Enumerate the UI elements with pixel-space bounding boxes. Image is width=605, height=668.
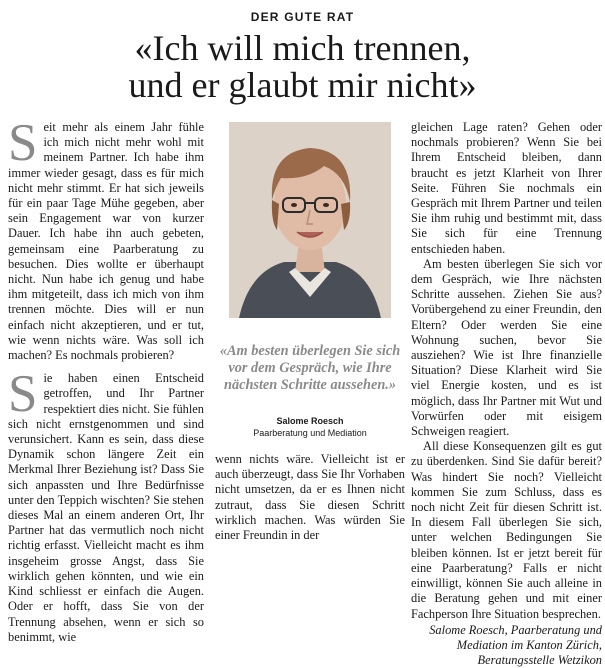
- signature-line-2: Mediation im Kanton Zürich,: [456, 637, 602, 652]
- column-2: [215, 452, 405, 543]
- signature-line-3: Beratungsstelle Wetzikon: [477, 653, 602, 668]
- reader-letter: [8, 114, 204, 363]
- answer-dropcap: S: [8, 365, 38, 424]
- pull-quote-author-role: Paarberatung und Mediation: [253, 428, 367, 438]
- answer-start: [8, 365, 204, 645]
- column-3: [411, 120, 602, 668]
- column-1: [8, 114, 204, 645]
- author-signature: [411, 623, 602, 668]
- headline: [0, 30, 605, 104]
- answer-text-col3-p1: gleichen Lage raten? Gehen oder nochmals probieren? Wenn Sie bei Ihrem Entscheid bleiben, dann braucht es jetzt Klarheit von Ihrer Seite. Führen Sie nochmals ein Gespräch mit Ihrem Partner und teilen Sie ihm ruhig und bestimmt mit, dass Sie sich für eine Trennung entschieden haben.: [411, 120, 602, 256]
- section-kicker: DER GUTE RAT: [250, 10, 355, 24]
- pull-quote: «Am besten überlegen Sie sich vor dem Gespräch, wie Ihre nächsten Schritte aussehen.»: [219, 343, 401, 393]
- letter-text: eit mehr als einem Jahr fühle ich mich nicht mehr wohl mit meinem Partner. Ich habe ihm immer wieder gesagt, dass es für mich nicht mehr stimmt. Er hat sich jeweils für ein paar Tage Mühe gegeben, aber sein Engagement war von kurzer Dauer. Ich habe ihn auch gebeten, gemeinsam eine Paarberatung zu besuchen. Dies wollte er überhaupt nicht. Nun habe ich genug und habe ihm mitgeteilt, dass ich mich von ihm trennen möchte. Dies will er nun einfach nicht akzeptieren, und er tut, wie wenn nichts wäre. Was soll ich machen? Es nochmals probieren?: [8, 120, 204, 363]
- headline-line-2: und er glaubt mir nicht»: [128, 65, 477, 105]
- author-portrait: [229, 122, 391, 318]
- answer-text-col1: ie haben einen Entscheid getroffen, und Ihr Partner respektiert dies nicht. Sie fühlen sich nicht ernstgenommen und sind verunsichert. Kann es sein, dass diese Dynamik schon längere Zeit ein Merkmal Ihrer Beziehung ist? Dass Sie sich anpassten und Ihre Bedürfnisse unter den Teppich wischten? Sie stehen dieses Mal an einem anderen Ort, Ihr Partner hat das vermutlich noch nicht richtig erfasst. Vielleicht macht es ihm insgeheim grosse Angst, dass Sie wirklich gehen könnten, und wie ein Kind schliesst er einfach die Augen. Oder er hofft, dass Sie von der Trennung absehen, wenn er sich so benimmt, wie: [8, 371, 204, 644]
- answer-text-col3-p2: Am besten überlegen Sie sich vor dem Gespräch, wie Ihre nächsten Schritte aussehen. Ziehen Sie aus? Vorübergehend zu einer Freundin, den Eltern? Oder werden Sie eine Wohnung suchen, bevor Sie ausziehen? Wie ist Ihre finanzielle Situation? Diese Klarheit wird Sie viel Energie kosten, und es ist möglich, dass Ihr Partner mit Wut und Vorwürfen oder mit eisigem Schweigen reagiert.: [411, 256, 602, 439]
- letter-dropcap: S: [8, 114, 38, 172]
- answer-text-col2: wenn nichts wäre. Vielleicht ist er auch überzeugt, dass Sie Ihr Vorhaben nicht umsetzen, da er es Ihnen nicht zutraut, dass Sie diesen Schritt wirklich machen. Was würden Sie einer Freundin in der: [215, 452, 405, 543]
- portrait-image: [229, 122, 391, 318]
- answer-text-col3-p3: All diese Konsequenzen gilt es gut zu überdenken. Sind Sie dafür bereit? Was hindert Sie noch? Vielleicht kommen Sie zum Schluss, dass es noch nicht Zeit für diesen Schritt ist. In diesem Fall überlegen Sie sich, unter welchen Bedingungen Sie bleiben können. Ist er jetzt bereit für eine Paarberatung? Falls er nicht einwilligt, können Sie auch alleine in die Beratung gehen und mit einer Fachperson Ihre Situation besprechen.: [411, 439, 602, 621]
- signature-line-1: Salome Roesch, Paarberatung und: [429, 622, 602, 637]
- pull-quote-author-name: Salome Roesch: [276, 416, 344, 426]
- headline-line-1: «Ich will mich trennen,: [134, 28, 471, 68]
